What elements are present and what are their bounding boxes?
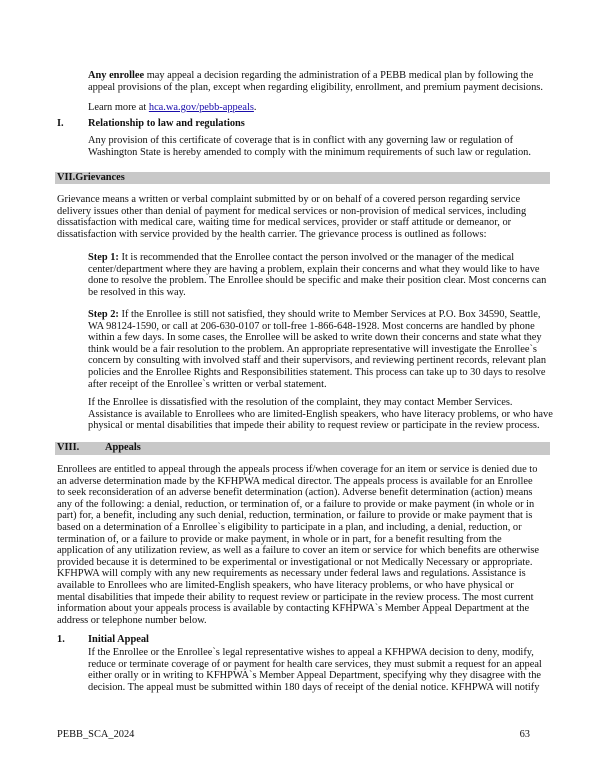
text-line: within a few days. In some cases, the Enrollee will be asked to write down their concerns and state what they (88, 332, 542, 344)
text-line: physical or mental disabilities that impede their ability to request review or participate in the review process. (88, 420, 540, 432)
learn-more-suffix: . (253, 102, 257, 113)
text-line: Washington State is hereby amended to comply with the minimum requirements of such law or regulation. (88, 146, 531, 158)
bold-lead: Step 2: (88, 309, 119, 320)
text-line: address or telephone number below. (57, 614, 207, 626)
line-text: If the Enrollee is still not satisfied, they should write to Member Services at P.O. Box 34590, Seattle, (118, 309, 541, 320)
bold-lead: Any enrollee (88, 70, 145, 81)
section-viii-header (55, 442, 550, 455)
text-line: reduce or terminate coverage of or payment for health care services, they must submit a request for an appeal (88, 658, 542, 670)
section-i-heading: Relationship to law and regulations (88, 118, 245, 129)
text-line: after receipt of the Enrollee`s written or verbal statement. (88, 378, 327, 390)
text-line: center/department where they are having a problem, explain their concerns and what they would like to have (88, 263, 540, 275)
text-line: Grievance means a written or verbal complaint submitted by or on behalf of a covered person regarding service (57, 194, 521, 205)
footer-doc-id: PEBB_SCA_2024 (57, 729, 135, 740)
text-line: dissatisfaction with medical care, waiting time for medical services, provider or staff attitude or demeanor, or (57, 217, 512, 229)
text-line: delivery issues other than denial of payment for medical services or non-provision of medical services, including (57, 205, 527, 217)
text-line: think would be a fair resolution to the problem. An appropriate representative will investigate the Enrollee`s (88, 343, 537, 355)
text-line: policies and the Enrollee Rights and Responsibilities statement. This process can take up to 30 days to resolve (88, 366, 546, 378)
text-line: done to resolve the problem. The Enrollee should be specific and make their position clear. Most concerns can (88, 275, 547, 287)
text-line: If the Enrollee is dissatisfied with the resolution of the complaint, they may contact Member Services. (88, 397, 513, 408)
grievance-step-1 (88, 252, 546, 298)
section-vii-header (55, 172, 550, 184)
text-line: be resolved in this way. (88, 286, 186, 298)
text-line: Enrollees are entitled to appeal through the appeals process if/when coverage for an item or service is denied due to (57, 464, 538, 475)
section-viii-title: Appeals (105, 442, 141, 453)
text-line: to seek reconsideration of an adverse benefit determination (action). Adverse benefit determination (action) means (57, 487, 533, 499)
section-i-number: I. (57, 118, 64, 129)
text-line: decision. The appeal must be submitted within 180 days of receipt of the denial notice. KFHPWA will notify (88, 681, 540, 693)
text-line: termination of, or a failure to provide or make payment, in whole or in part, for a benefit resulting from the (57, 533, 502, 545)
grievance-step-2 (88, 309, 546, 390)
learn-more-prefix: Learn more at (88, 102, 149, 113)
text-line: based on a determination of a Enrollee`s eligibility to participate in a plan, and including, a denial, reduction, or (57, 521, 522, 533)
bold-lead: Step 1: (88, 252, 119, 263)
grievance-definition (57, 194, 526, 240)
text-line: dissatisfaction with service provided by the health carrier. The grievance process is outlined as follows: (57, 228, 487, 240)
section-viii-number: VIII. (57, 442, 80, 453)
text-line (88, 309, 546, 321)
text-line: concern by consulting with involved staff and their supervisors, and reviewing pertinent records, relevant plan (88, 355, 547, 367)
initial-appeal-heading: Initial Appeal (88, 634, 149, 645)
initial-appeal-paragraph (88, 647, 542, 693)
text-line (88, 70, 543, 82)
pebb-appeals-link[interactable]: hca.wa.gov/pebb-appeals (148, 102, 254, 113)
text-line: Assistance is available to Enrollees who are limited-English speakers, who have literacy problems, or who have (88, 408, 553, 420)
text-line: an adverse determination made by the KFHPWA medical director. The appeals process is available for an Enrollee (57, 475, 533, 487)
text-line: either orally or in writing to KFHPWA`s Member Appeal Department, specifying why they disagree with the (88, 670, 542, 682)
text-line: KFHPWA will comply with any new requirements as necessary under federal laws and regulations. Assistance is (57, 568, 526, 580)
text-line: available to Enrollees who are limited-English speakers, who have literacy problems, or who have physical or (57, 579, 514, 591)
grievance-dissatisfied (88, 397, 553, 432)
line-text: It is recommended that the Enrollee contact the person involved or the manager of the medical (118, 252, 515, 263)
section-vii-title: VII.Grievances (57, 172, 125, 183)
section-i-paragraph (88, 135, 531, 158)
initial-appeal-number: 1. (57, 634, 65, 645)
footer-page-number: 63 (519, 729, 530, 740)
appeals-paragraph (57, 464, 539, 626)
text-line: any of the following: a denial, reduction, or termination of, or a failure to provide or make payment (in whole or in (57, 498, 535, 510)
text-line: appeal provisions of the plan, except when regarding eligibility, enrollment, and premium payment decisions. (88, 81, 543, 93)
text-line: mental disabilities that impede their ability to request review or participate in the review process. The most current (57, 591, 534, 603)
intro-paragraph (88, 70, 543, 93)
text-line: WA 98124-1590, or call at 206-630-0107 or toll-free 1-866-648-1928. Most concerns are handled by phone (88, 320, 535, 332)
text-line: information about your appeals process is available by contacting KFHPWA`s Member Appeal Department at the (57, 603, 530, 615)
text-line: part) for, a benefit, including any such denial, reduction, termination, or failure to provide or make payment that is (57, 510, 533, 522)
text-line: application of any utilization review, as well as a failure to cover an item or service for which benefits are otherwise (57, 545, 540, 557)
text-line: If the Enrollee or the Enrollee`s legal representative wishes to appeal a KFHPWA decision to deny, modify, (88, 647, 534, 658)
learn-more-line (88, 102, 257, 114)
text-line (88, 252, 546, 264)
text-line: Any provision of this certificate of coverage that is in conflict with any governing law or regulation of (88, 135, 514, 146)
line-text: may appeal a decision regarding the administration of a PEBB medical plan by following the (144, 70, 534, 81)
text-line: provided because it is determined to be experimental or investigational or not Medically Necessary or appropriate. (57, 556, 533, 568)
